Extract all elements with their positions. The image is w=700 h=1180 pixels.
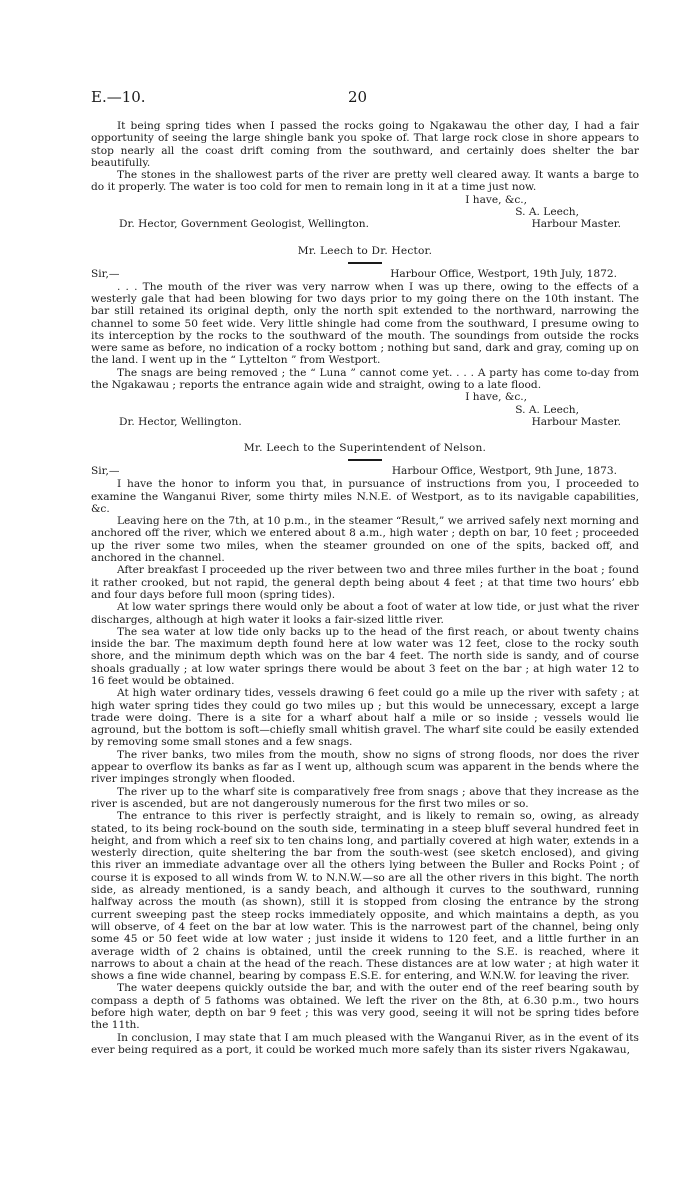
letter-3-paragraph: After breakfast I proceeded up the river between two and three miles further in the boat ; found it rather crooked, but not rapid, the general depth being about 4 feet ; at that time two hours’ ebb and four days before full moon (spring tides). [91,564,639,601]
letter-3-paragraph: The water deepens quickly outside the bar, and with the outer end of the reef bearing south by compass a depth of 5 fathoms was obtained. We left the river on the 8th, at 6.30 p.m., two hours before high water, depth on bar 9 feet ; this was very good, seeing it will not be spring tides before the 11th. [91,982,639,1032]
letter-3-salutation: Sir,— [91,465,120,478]
letter-3-paragraph: The river banks, two miles from the mouth, show no signs of strong floods, nor does the river appear to overflow its banks as far as I went up, although scum was apparent in the bends where the river impinges strongly when flooded. [91,748,639,786]
letter-2-title: Mr. Leech to Dr. Hector. [297,244,433,257]
page-body [91,120,639,1056]
letter-1-role: Harbour Master. [531,218,621,231]
letter-2-role: Harbour Master. [531,415,621,428]
letter-3-paragraph: I have the honor to inform you that, in pursuance of instructions from you, I proceeded to examine the Wanganui River, some thirty miles N.N.E. of Westport, as to its navigable capabilities, &c. [91,478,639,515]
letter-2-salutation: Sir,— [91,267,120,280]
page-number: 20 [348,88,368,106]
letter-2-paragraph: The snags are being removed ; the “ Luna ” cannot come yet. . . . A party has come to-day from the Ngakawau ; reports the entrance again wide and straight, owing to a late flood. [91,366,639,392]
letter-3 [91,442,639,1056]
letter-3-paragraph: In conclusion, I may state that I am much pleased with the Wanganui River, as in the event of its ever being required as a port, it could be worked much more safely than its sister rivers Ngakawau, [91,1031,639,1056]
letter-3-paragraph: At low water springs there would only be about a foot of water at low tide, or just what the river discharges, although at high water it looks a fair-sized little river. [91,601,639,626]
letter-3-title: Mr. Leech to the Superintendent of Nelson. [243,442,487,455]
letter-2 [91,245,639,429]
section-divider [348,262,382,264]
letter-2-signoff [91,416,639,428]
letter-3-place-date: Harbour Office, Westport, 9th June, 1873. [391,465,617,478]
letter-1 [91,120,639,231]
letter-1-signature: S. A. Leech, [515,206,579,219]
letter-3-paragraph: The entrance to this river is perfectly straight, and is likely to remain so, owing, as already stated, to its being rock-bound on the south side, terminating in a steep bluff several hundred feet in height, and from which a reef six to ten chains long, and partially covered at high water, extends in a westerly direction, quite sheltering the bar from the south-west (see sketch enclosed), and giving this river an immediate advantage over all the others lying between the Buller and Rocks Point ; of course it is exposed to all winds from W. to N.N.W.—so are all the other rivers in this bight. The north side, as already mentioned, is a sandy beach, and although it curves to the southward, running halfway across the mouth (as shown), still it is stopped from closing the entrance by the strong current sweeping past the steep rocks immediately opposite, and which maintains a depth, as you will observe, of 4 feet on the bar at low water. This is the narrowest part of the channel, being only some 45 or 50 feet wide at low water ; just inside it widens to 120 feet, and a little further in an average width of 2 chains is obtained, until the creek running to the S.E. is reached, where it narrows to about a chain at the head of the reach. These distances are at low water ; at high water it shows a fine wide channel, bearing by compass E.S.E. for entering, and W.N.W. for leaving the river. [91,810,639,983]
letter-2-signature: S. A. Leech, [515,403,579,416]
letter-2-paragraph: . . . The mouth of the river was very narrow when I was up there, owing to the effects of a westerly gale that had been blowing for two days prior to my going there on the 10th instant. The bar still retained its original depth, only the north spit extended to the northward, narrowing the channel to some 50 feet wide. Very little shingle had come from the southward, I presume owing to its interception by the rocks to the southward of the mouth. The soundings from outside the rocks were same as before, no indication of a rocky bottom ; nothing but sand, dark and gray, coming up on the land. I went up in the “ Lyttelton ” from Westport. [91,280,639,367]
letter-1-signoff [91,218,639,230]
letter-3-heading [91,465,639,478]
letter-3-paragraph: The sea water at low tide only backs up to the head of the first reach, or about twenty chains inside the bar. The maximum depth found here at low water was 12 feet, close to the rocky south shore, and the minimum depth which was on the bar 4 feet. The north side is sandy, and of course shoals gradually ; at low water springs there would be about 3 feet on the bar ; at high water 12 to 16 feet would be obtained. [91,625,639,687]
letter-1-paragraph: It being spring tides when I passed the rocks going to Ngakawau the other day, I had a fair opportunity of seeing the large shingle bank you spoke of. That large rock close in shore appears to stop nearly all the coast drift coming from the southward, and certainly does shelter the bar beautifully. [91,120,639,169]
letter-1-closing: I have, &c., [465,193,527,206]
letter-3-paragraph: Leaving here on the 7th, at 10 p.m., in the steamer “Result,” we arrived safely next morning and anchored off the river, which we entered about 8 a.m., high water ; depth on bar, 10 feet ; proceeded up the river some two miles, when the steamer grounded on one of the spits, backed off, and anchored in the channel. [91,515,639,565]
letter-3-paragraph: The river up to the wharf site is comparatively free from snags ; above that they increase as the river is ascended, but are not dangerously numerous for the first two miles or so. [91,785,639,810]
letter-2-heading [91,268,639,281]
letter-2-place-date: Harbour Office, Westport, 19th July, 1872. [390,267,617,280]
letter-3-paragraph: At high water ordinary tides, vessels drawing 6 feet could go a mile up the river with safety ; at high water spring tides they could go two miles up ; but this would be unnecessary, except a large trade were doing. There is a site for a wharf about half a mile or so inside ; vessels would lie aground, but the bottom is soft—chiefly small whitish gravel. The wharf site could be easily extended by removing some small stones and a few snags. [91,687,639,749]
document-reference: E.—10. [91,88,146,106]
letter-1-addressee: Dr. Hector, Government Geologist, Wellington. [119,218,369,231]
section-divider [348,459,382,461]
letter-2-closing: I have, &c., [465,391,527,404]
letter-2-addressee: Dr. Hector, Wellington. [119,415,242,428]
letter-1-paragraph: The stones in the shallowest parts of the river are pretty well cleared away. It wants a barge to do it properly. The water is too cold for men to remain long in it at a time just now. [91,169,639,194]
